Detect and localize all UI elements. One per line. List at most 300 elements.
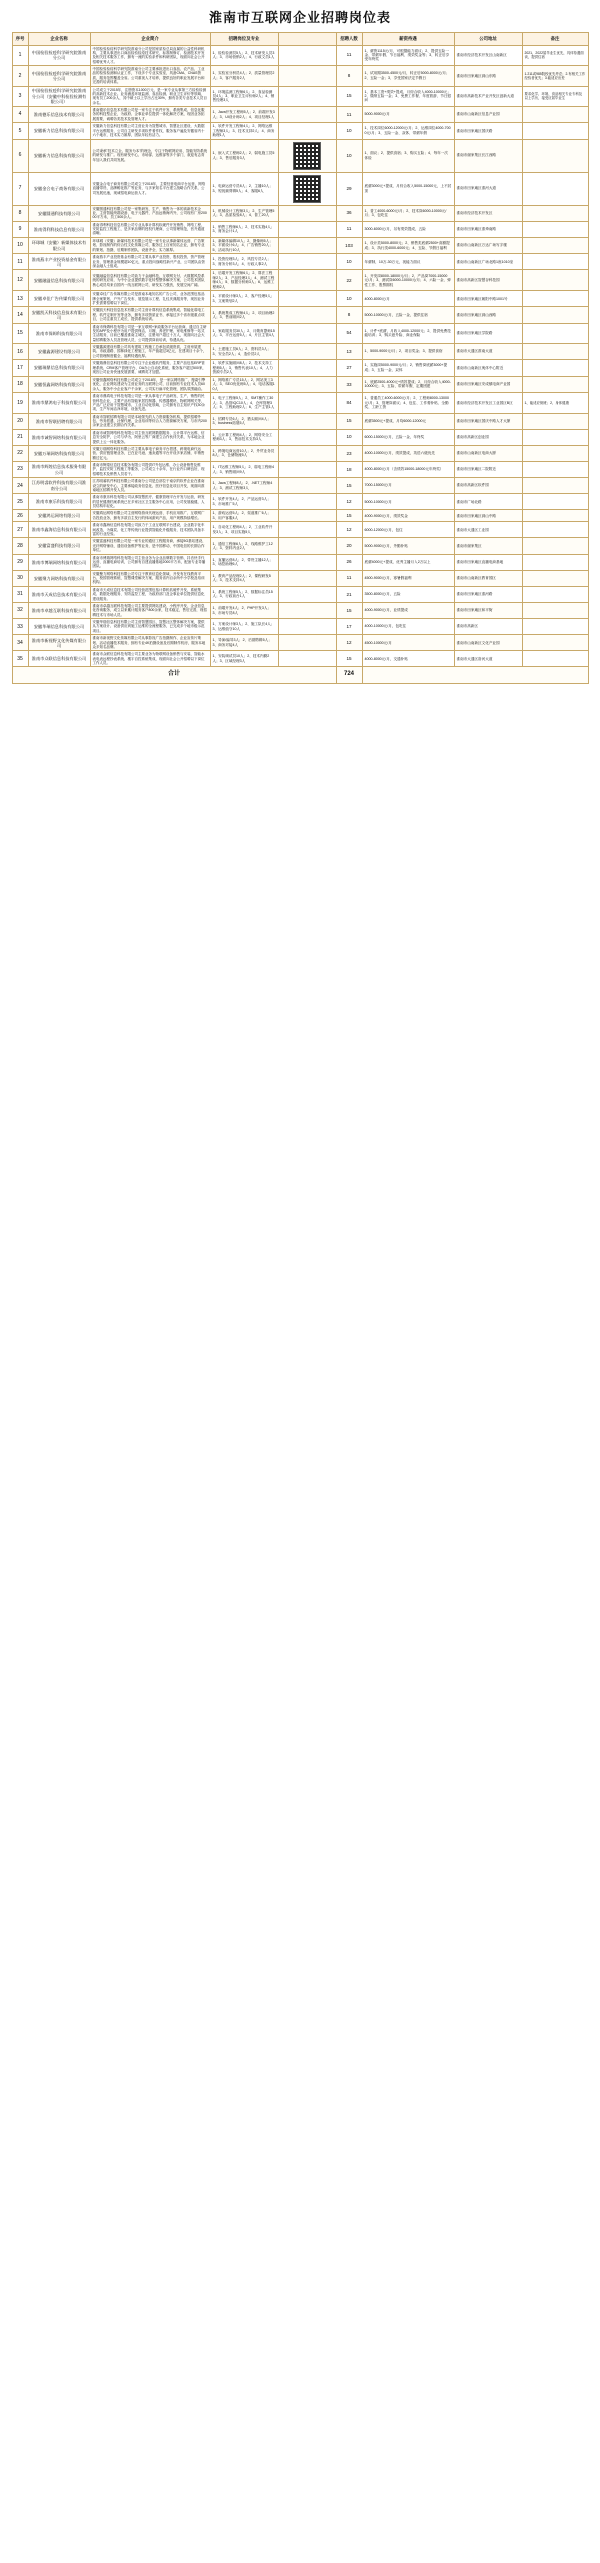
table-row [12,570,588,586]
company-profile: 安徽金合电子商务有限公司成立于2016年，主要经营电商平台运营、网络直播带货、品牌孵化推广等业务，与多家知名平台建立战略合作关系，公司发展迅速，现诚招电商运营人才。 [90,172,210,205]
table-row [12,107,588,123]
contact-cell [278,270,336,291]
salary: 4500-9000元/月，寒暑假福利 [362,570,454,586]
salary: 1、基本工资+绩效+提成，月综合收入4000-10000元；2、缴纳五险一金；3、免费工作餐、年度旅游、节日慰问 [362,86,454,107]
contact-cell [278,45,336,66]
row-index: 28 [12,538,28,554]
company-profile: 淮南市鼎鸿电子科技有限公司是一家从事电子产品研发、生产、销售的民营科技企业，主要产品有智能家居控制器、传感器模块、物联网网关等，产品广泛应用于智慧城市、工业自动化领域，公司拥有自主知识产权30余项，生产车间洁净环境，设备先进。 [90,393,210,414]
remark [522,570,588,586]
row-index: 12 [12,270,28,291]
positions: 1、通信工程师6人；2、线路维护工12人；3、资料内业2人 [210,538,278,554]
company-profile: 淮南燕丰产业投资基金有限公司主要从事产业投资、股权投资、资产管理业务，管理基金规模超10亿元，重点投向战略性新兴产业，公司团队由资深金融人士组成。 [90,254,210,270]
salary: 5000-10000元/月，五险一金，提供住宿 [362,307,454,323]
company-name: 安徽富盛科技有限公司 [28,538,90,554]
company-address: 淮南市田家庵区淮河路 [454,586,522,602]
company-name: 安徽卓佳广告传媒有限公司 [28,291,90,307]
positions: 1、土建施工员6人；2、资料员3人；3、安全员2人；4、造价员2人 [210,344,278,360]
hire-count: 36 [336,205,362,221]
row-index: 4 [12,107,28,123]
hire-count: 18 [336,462,362,478]
remark [522,323,588,344]
row-index: 19 [12,393,28,414]
row-index: 27 [12,522,28,538]
contact-cell [278,123,336,139]
qr-code-wrapper [281,175,334,203]
positions: 1、实验室分析员4人；2、质量管理员2人；3、客户服务2人 [210,66,278,87]
company-profile: 淮南市康乐科技有限公司从事智慧医疗、健康管理平台开发与运营，研发的居民健康档案系统已在多家社区卫生服务中心应用，公司发展稳健，人员结构年轻化。 [90,494,210,510]
table-row [12,522,588,538]
total-label: 合计 [12,667,336,684]
contact-cell [278,344,336,360]
remark [522,554,588,570]
hire-count: 23 [336,445,362,461]
hire-count: 15 [336,602,362,618]
company-address: 淮南市田家庵区淮舜南路 [454,221,522,237]
positions: 1、教育产品经理2人；2、课程研发5人；3、技术支持4人 [210,570,278,586]
hire-count: 11 [336,45,362,66]
table-row [12,323,588,344]
company-name: 安徽瑞鼎信息科技有限公司 [28,360,90,376]
salary: 4000-8000元/月，交通补贴 [362,651,454,667]
company-name: 安徽恒鑫网络科技有限公司 [28,376,90,392]
positions: 1、新媒体编辑10人；2、摄像师5人；3、平面设计6人；4、广告销售20人；5、活动执行10人 [210,237,278,253]
row-index: 20 [12,413,28,429]
contact-cell [278,478,336,494]
remark [522,651,588,667]
company-profile: 淮南市诚智网络科技有限公司主营互联网数据服务、云计算平台运维、信息安全防护，公司与华为、阿里云等厂商建立合作伙伴关系，为本地企业提供上云一体化服务。 [90,429,210,445]
contact-cell [278,376,336,392]
contact-cell [278,619,336,635]
company-name: 淮南德乐信息技术有限公司 [28,107,90,123]
salary: 1、试用期3500-4500元/月，转正后5000-8000元/月；2、五险一金；3、享受国家法定节假日 [362,66,454,87]
company-address: 淮南市田家庵区淮河大道 [454,172,522,205]
contact-cell [278,291,336,307]
company-profile: 淮南市辉煌信息技术服务有限公司提供IT外包运维、办公设备销售及维护、监控安防工程施工等服务，公司成立十余年，在行业内口碑良好，现招聘技术及销售人员若干。 [90,462,210,478]
company-address: 淮南市田家庵区和平街 [454,602,522,618]
row-index: 2 [12,66,28,87]
table-row [12,86,588,107]
company-address: 淮南市山南新区奥体中心附近 [454,360,522,376]
contact-cell [278,172,336,205]
document-page [0,0,600,684]
company-address: 淮南市田家庵区洞山东路 [454,66,522,87]
company-address: 淮南市经济技术开发区 [454,205,522,221]
total-filler [362,667,588,684]
company-profile: 淮南德乐信息技术有限公司是一家专注于软件开发、系统集成、信息化服务的科技型企业，为政府、企事业单位提供一体化解决方案，现因业务拓展需要，诚聘各类技术及管理人才。 [90,107,210,123]
salary: 1、普工4000-6000元/月；2、技术岗6000-10000元/月；3、包吃住 [362,205,454,221]
company-profile: 安徽鑫源建设有限公司具有建筑工程施工总承包贰级资质，主营房屋建筑、市政道路、园林绿化工程施工，年产值超过3亿元，在建项目十余个，公司管理制度健全，福利待遇优厚。 [90,344,210,360]
company-profile: 淮南市智联招聘有限公司是本地领先的人力资源服务机构，提供招聘外包、劳务派遣、社保代理、企业培训等综合人力资源解决方案，与市内200余家企业建立长期合作关系。 [90,413,210,429]
contact-cell [278,307,336,323]
hire-count: 15 [336,510,362,522]
hire-count: 8 [336,307,362,323]
company-address: 淮南市谢家集区 [454,538,522,554]
remark [522,376,588,392]
company-profile: 安徽卓佳广告传媒有限公司是淮南本地知名的广告公司，业务范围包括品牌全案策划、户外广告发布、展览展示工程、礼仪庆典服务等，现因业务扩张需要招聘以下岗位。 [90,291,210,307]
company-name: 安徽聚力网络科技有限公司 [28,570,90,586]
hire-count: 29 [336,172,362,205]
company-profile: 公司成立于2015年，注册资本1000万元，是一家专业从事第三方检验检测的高新技术企业。业务涵盖环境监测、食品检测、职业卫生评价等领域，现有员工200余人，其中硕士以上学历占比30%，拥有各类专业技术人员百余名。 [90,86,210,107]
contact-cell [278,413,336,429]
hire-count: 15 [336,413,362,429]
contact-cell [278,237,336,253]
company-address: 淮南市山南新区万达广场写字楼 [454,237,522,253]
company-address: 淮南市大通区洛河大道 [454,651,522,667]
positions: 1、Java开发工程师5人；2、前端开发3人；3、UI设计师2人；4、项目经理1人 [210,107,278,123]
salary: 4500-10000元/月 [362,635,454,651]
salary: 3500-8000元/月，五险 [362,586,454,602]
salary: 底薪4000元+提成，优秀主播月入2万以上 [362,554,454,570]
contact-cell [278,445,336,461]
row-index: 24 [12,478,28,494]
table-row [12,602,588,618]
company-address: 淮南市山南新区信息产业园 [454,107,522,123]
table-row [12,123,588,139]
row-index: 1 [12,45,28,66]
table-row [12,619,588,635]
contact-cell [278,494,336,510]
positions: 1、招聘专员6人；2、猎头顾问4人；3、business拓展5人 [210,413,278,429]
company-name: 安徽凯天科技信息技术有限公司 [28,307,90,323]
column-header-positions: 招聘岗位及专业 [210,33,278,46]
remark [522,254,588,270]
company-address: 淮南市高新区创业园 [454,429,522,445]
salary: 4000-8000元/月（含绩效15000-18000元年终奖） [362,462,454,478]
remark [522,478,588,494]
salary: 底薪3000元+提成，月综合收入5000-15000元，上不封顶 [362,172,454,205]
company-name: 淮南市智联招聘有限公司 [28,413,90,429]
company-name: 淮南市诚智网络科技有限公司 [28,429,90,445]
company-name: 中国检验检疫科学研究院淮南分公司 [28,66,90,87]
company-profile: 安徽恒鑫网络科技有限公司成立于2018年，是一家以网络推广、搜索引擎优化、企业网站建设为主营业务的互联网公司，目前拥有专业技术人员60余人，服务中小企业客户千余家，公司实行扁平化管理，团队氛围融洽。 [90,376,210,392]
company-address: 淮南市高新技术产业开发区创新大道 [454,86,522,107]
contact-cell [278,139,336,172]
remark: 要求化学、环境、食品相关专业专科及以上学历，接受应届毕业生 [522,86,588,107]
company-name: 淮南市博瑞网络科技有限公司 [28,554,90,570]
company-name: 淮南市卓越互联科技有限公司 [28,602,90,618]
contact-cell [278,429,336,445]
positions: 1、电商运营专员8人；2、主播10人；3、短视频剪辑5人；4、客服6人 [210,172,278,205]
salary: 1、实施岗5000-9000元/月；2、销售岗底薪3000+提成；3、五险一金、双休 [362,360,454,376]
positions: 1、检验检测员5人；2、技术研发人员3人；3、市场营销2人；4、行政文员1人 [210,45,278,66]
salary: 4000-10000元/月，包吃住 [362,619,454,635]
company-address: 淮南市田家庵区国庆中路人才大厦 [454,413,522,429]
hire-count: 11 [336,107,362,123]
company-address: 淮南市山南新区广场北路1座1010室 [454,254,522,270]
row-index: 17 [12,360,28,376]
positions: 1、平面设计师3人；2、客户经理5人；3、文案策划2人 [210,291,278,307]
company-address: 淮南市田家庵区直播电商基地 [454,554,522,570]
remark [522,522,588,538]
hire-count: 12 [336,494,362,510]
hire-count: 11 [336,570,362,586]
contact-cell [278,522,336,538]
hire-count: 20 [336,538,362,554]
company-name: 淮南市天成信息技术有限公司 [28,586,90,602]
positions: 1、软件实施顾问8人；2、技术支持工程师5人；3、销售代表10人；4、人力资源专员2人 [210,360,278,376]
hire-count: 21 [336,586,362,602]
company-profile: 淮南市众联信息科技有限公司主要业务为物联网设备销售与安装、智能水表电表远程抄表系统、楼宇自控系统集成，现面向社会公开招聘以下岗位工作人员。 [90,651,210,667]
company-profile: 淮南市天成信息技术有限公司经营范围包括计算机软硬件开发、系统集成、数据处理服务、安防监控工程，为政府部门及企事业单位提供信息化建设服务。 [90,586,210,602]
remark [522,635,588,651]
contact-cell [278,538,336,554]
table-row [12,429,588,445]
remark [522,462,588,478]
contact-cell [278,586,336,602]
hire-count: 12 [336,635,362,651]
remark: 1、能适应倒班；2、身体健康 [522,393,588,414]
company-name: 安徽金合电子商务有限公司 [28,172,90,205]
hire-count: 10 [336,254,362,270]
hire-count: 12 [336,522,362,538]
remark [522,429,588,445]
positions: 1、直播运营8人；2、带货主播12人；3、场控助理6人 [210,554,278,570]
company-name: 淮南市康乐科技有限公司 [28,494,90,510]
row-index: 26 [12,510,28,522]
row-index: 13 [12,291,28,307]
company-profile: 安徽新力信息科技有限公司主营业务为智慧城市、智慧社区建设，大数据平台运维服务，公司自主研发多项软件著作权，服务客户遍及安徽省内十六个地市，技术实力雄厚，团队年轻有活力。 [90,123,210,139]
contact-cell [278,510,336,522]
company-address: 淮南市田家庵区朝阳中路1001号 [454,291,522,307]
row-index: 35 [12,651,28,667]
positions: 1、方案设计师3人；2、施工队长4人；3、运维值守10人 [210,619,278,635]
table-row [12,254,588,270]
hire-count: 103 [336,237,362,253]
hire-count: 27 [336,360,362,376]
table-row [12,586,588,602]
positions: 1、机械设计工程师3人；2、生产管理5人；3、品质检验8人；4、普工20人 [210,205,278,221]
remark [522,307,588,323]
page-title: 淮南市互联网企业招聘岗位表 [208,10,391,25]
company-name: 淮南市鑫海信息科技有限公司 [28,522,90,538]
remark [522,494,588,510]
company-address: 淮南市山南新区电商大厦 [454,445,522,461]
contact-cell [278,254,336,270]
company-profile: 安徽富盛科技有限公司是一家专业的通信工程服务商，承接5G基站建设、光纤网络铺设、通信设备维护等业务，是中国移动、中国电信的长期合作单位。 [90,538,210,554]
company-address: 淮南市田家庵区安成镇电商产业园 [454,376,522,392]
company-profile: 安徽瑞鼎信息科技有限公司专注于企业级软件服务，主要产品包括ERP管理系统、CRM客户管理平台、OA办公自动化系统，服务客户超过500家，现因公司业务快速发展需要，诚聘英才加盟。 [90,360,210,376]
positions: 1、网络推广专员15人；2、网站美工3人；3、SEO优化师5人；4、电话客服10人 [210,376,278,392]
remark [522,139,588,172]
positions: 1、Java工程师8人；2、.NET工程师4人；3、测试工程师3人 [210,478,278,494]
company-address: 淮南市大通区淮南大道 [454,344,522,360]
column-header-salary: 薪资待遇 [362,33,454,46]
salary: 年薪制，10万-30万元，视能力面议 [362,254,454,270]
remark [522,205,588,221]
table-row [12,478,588,494]
hire-count: 10 [336,291,362,307]
table-row [12,413,588,429]
contact-cell [278,570,336,586]
table-row [12,344,588,360]
contact-cell [278,66,336,87]
salary: 6000-15000元/月，五险一金，年终奖 [362,429,454,445]
company-name: 安徽华瑞信息科技有限公司 [28,619,90,635]
salary: 4000-9000元/月，绩效奖金 [362,510,454,522]
table-row [12,510,588,522]
company-profile: 淮南市鑫海信息科技有限公司致力于工业互联网平台建设、企业数字化车间改造，为煤炭、化工等传统行业提供智能化升级服务，技术团队具备丰富的行业经验。 [90,522,210,538]
positions: 1、软件开发工程师4人；2、网络运维工程师3人；3、技术支持2人；4、商务助理1人 [210,123,278,139]
company-profile: 中国检验检疫科学研究院淮南分公司是国家质检总局直属的公益性科研机构，主要从事进出口商品检验检疫技术研究、标准制修订、检测技术开发及相关技术服务工作，拥有一流的实验条件和科研团队，现面向社会公开招聘优秀人才。 [90,45,210,66]
table-row [12,139,588,172]
company-address: 淮南市大通区工业园 [454,522,522,538]
row-index: 8 [12,205,28,221]
company-name: 淮南市众联信息科技有限公司 [28,651,90,667]
company-name: 淮南市辉煌信息技术服务有限公司 [28,462,90,478]
contact-cell [278,107,336,123]
company-name: 淮南市新视野文化传媒有限公司 [28,635,90,651]
company-address: 淮南市田家庵区二院附近 [454,462,522,478]
positions: 1、前端开发4人；2、PHP开发3人；3、市场专员8人 [210,602,278,618]
table-row [12,376,588,392]
row-index: 18 [12,376,28,392]
hire-count: 11 [336,221,362,237]
table-row [12,172,588,205]
hire-count: 13 [336,344,362,360]
company-profile: 安徽圆通科技有限公司是一家集研发、生产、销售为一体的高新技术企业，主营智能终端设备、电子元器件，产品远销海内外，公司现有厂房20000平方米，员工500余人。 [90,205,210,221]
remark [522,344,588,360]
remark [522,221,588,237]
table-row [12,494,588,510]
company-profile: 淮南市博瑞网络科技有限公司主营业务为企业品牌数字营销、抖音快手代运营、直播电商培训，公司拥有自建直播基地2000平方米，配备专业导播团队。 [90,554,210,570]
hire-count: 84 [336,393,362,414]
salary: 4000-9000元/月，业绩提成 [362,602,454,618]
company-address: 淮南市山南新区文化产业园 [454,635,522,651]
contact-cell [278,602,336,618]
contact-cell [278,86,336,107]
company-name: 安徽融溢信息科技有限公司 [28,270,90,291]
salary: 1、开发岗8000-18000元/月；2、产品岗7000-15000元/月；3、测试岗6000-10000元/月；4、六险一金、弹性工作、股票期权 [362,270,454,291]
company-address: 淮南市高新区智慧谷科技园 [454,270,522,291]
company-address: 淮南市经济技术开发区工业园区B区 [454,393,522,414]
qr-code-wrapper [281,142,334,170]
contact-cell [278,651,336,667]
positions: 1、环境监测工程师6人；2、食品检测员4人；3、职业卫生评价师2人；4、销售经理3人 [210,86,278,107]
table-row [12,651,588,667]
remark [522,413,588,429]
table-row [12,237,588,253]
column-header-count: 招聘人数 [336,33,362,46]
table-row [12,445,588,461]
row-index: 16 [12,344,28,360]
table-row [12,45,588,66]
company-profile: 中国检验检疫科学研究院淮南分公司主要承担进出口食品、农产品、工业品的检验检测和认证工作，下设多个专业实验室，具备CMA、CNAS资质，服务范围覆盖全省。公司重视人才培养，提供良好的职业发展平台和完善的培训体系。 [90,66,210,87]
company-address: 淮南市山南新区教育园区 [454,570,522,586]
company-profile: 公司秉承"技术立企、服务为本"的理念，专注于物联网应用、智能安防系统的研发与推广。现有研发中心、市场部、运维部等多个部门，欢迎有志青年加入我们共同发展。 [90,139,210,172]
hire-count: 15 [336,651,362,667]
row-index: 5 [12,123,28,139]
column-header-company: 企业名称 [28,33,90,46]
hire-count: 54 [336,323,362,344]
company-profile: 江苏明睿软件科技有限公司淮南分公司是总部位于南京的软件企业在淮南设立的研发中心，主要承接政务信息化、医疗信息化项目开发，现面向淮南地区招聘开发人员。 [90,478,210,494]
positions: 1、系统集成工程师4人；2、项目助理2人；3、售前顾问2人 [210,307,278,323]
contact-cell [278,554,336,570]
salary: 1、技术岗位6000-12000元/月；2、运维岗位4000-7000元/月；3、五险一金、双休、带薪年假 [362,123,454,139]
table-row [12,205,588,221]
contact-cell [278,635,336,651]
hire-count: 10 [336,139,362,172]
hire-count: 10 [336,429,362,445]
salary: 6000-12000元/月，包住 [362,522,454,538]
row-index: 29 [12,554,28,570]
remark [522,510,588,522]
table-row [12,538,588,554]
table-row [12,66,588,87]
positions: 1、跨境电商运营10人；2、外贸业务员8人；3、仓储物流5人 [210,445,278,461]
remark [522,107,588,123]
salary: 1、5000-9000元/月；2、项目奖金；3、提供食宿 [362,344,454,360]
table-row [12,291,588,307]
company-address: 淮南市广场北路 [454,494,522,510]
salary: 1、薪资1115元/月，可根据能力面议；2、提供五险一金、带薪年假、节日福利、绩效奖金等；3、转正后享受年终奖 [362,45,454,66]
positions: 1、IT运维工程师5人；2、弱电工程师4人；3、销售顾问9人 [210,462,278,478]
remark [522,619,588,635]
salary: 5000-10000元/月 [362,494,454,510]
positions: 1、系统工程师5人；2、数据标注员15人；3、行政前台1人 [210,586,278,602]
company-name: 环球城（安徽）新媒体技术有限公司 [28,237,90,253]
contact-cell [278,323,336,344]
table-row [12,360,588,376]
hire-count: 17 [336,619,362,635]
row-index: 30 [12,570,28,586]
row-index: 23 [12,462,28,478]
row-index: 10 [12,237,28,253]
contact-cell [278,462,336,478]
total-row [12,667,588,684]
company-name: 淮南市保姆科技有限公司 [28,323,90,344]
salary: 5000-9000元/月 [362,107,454,123]
row-index: 34 [12,635,28,651]
company-name: 淮南燕丰产业投资基金有限公司 [28,254,90,270]
hire-count: 15 [336,86,362,107]
contact-cell [278,221,336,237]
positions: 1、家政服务员30人；2、月嫂育婴师15人；3、平台运营5人；4、片区主管4人 [210,323,278,344]
company-name: 中国检验检疫科学研究院淮南分公司 [28,45,90,66]
hire-count: 10 [336,123,362,139]
column-header-note: 备注 [522,33,588,46]
remark [522,445,588,461]
positions: 1、游戏运营5人；2、渠道推广6人；3、用户客服4人 [210,510,278,522]
table-row [12,635,588,651]
salary: 7000-15000元/月 [362,478,454,494]
remark [522,291,588,307]
recruitment-table [12,32,589,684]
company-address: 淮南市经济技术开发区山南新区 [454,45,522,66]
company-profile: 安徽华瑞信息科技有限公司主营智慧园区、智慧社区整体解决方案，提供从方案设计、设备供应到施工运维的全流程服务，已完成多个地市级示范项目。 [90,619,210,635]
positions: 1、导演/编导3人；2、后期剪辑5人；3、商务对接4人 [210,635,278,651]
positions: 1、销售工程师6人；2、技术实施4人；3、财务会计1人 [210,221,278,237]
row-index: 32 [12,602,28,618]
company-profile: 淮南市卓越互联科技有限公司主要提供网站建设、小程序开发、企业信息化咨询服务，成立以来累计服务客户800余家，技术稳定，售后完善，现招聘技术与市场人员。 [90,602,210,618]
table-row [12,393,588,414]
row-index: 21 [12,429,28,445]
column-header-profile: 企业简介 [90,33,210,46]
total-value: 724 [336,667,362,684]
company-name: 安徽鑫源建设有限公司 [28,344,90,360]
salary: 1、面议；2、提供食宿；3、购买五险；4、每年一次体检 [362,139,454,172]
company-profile: 安徽鸿运网络有限公司主营网络游戏代理运营、手机应用推广、互联网广告投放业务，拥有多款自主发行的休闲游戏产品，用户规模持续增长。 [90,510,210,522]
row-index: 22 [12,445,28,461]
company-address: 淮南市谢家集区长江西路 [454,139,522,172]
remark [522,123,588,139]
company-name: 安徽新力信息科技有限公司 [28,139,90,172]
hire-count: 22 [336,270,362,291]
company-address: 淮南市田家庵区学院路 [454,323,522,344]
remark [522,270,588,291]
remark [522,360,588,376]
table-row [12,270,588,291]
positions: 1、软件开发4人；2、产品运营3人；3、市场推广5人 [210,494,278,510]
